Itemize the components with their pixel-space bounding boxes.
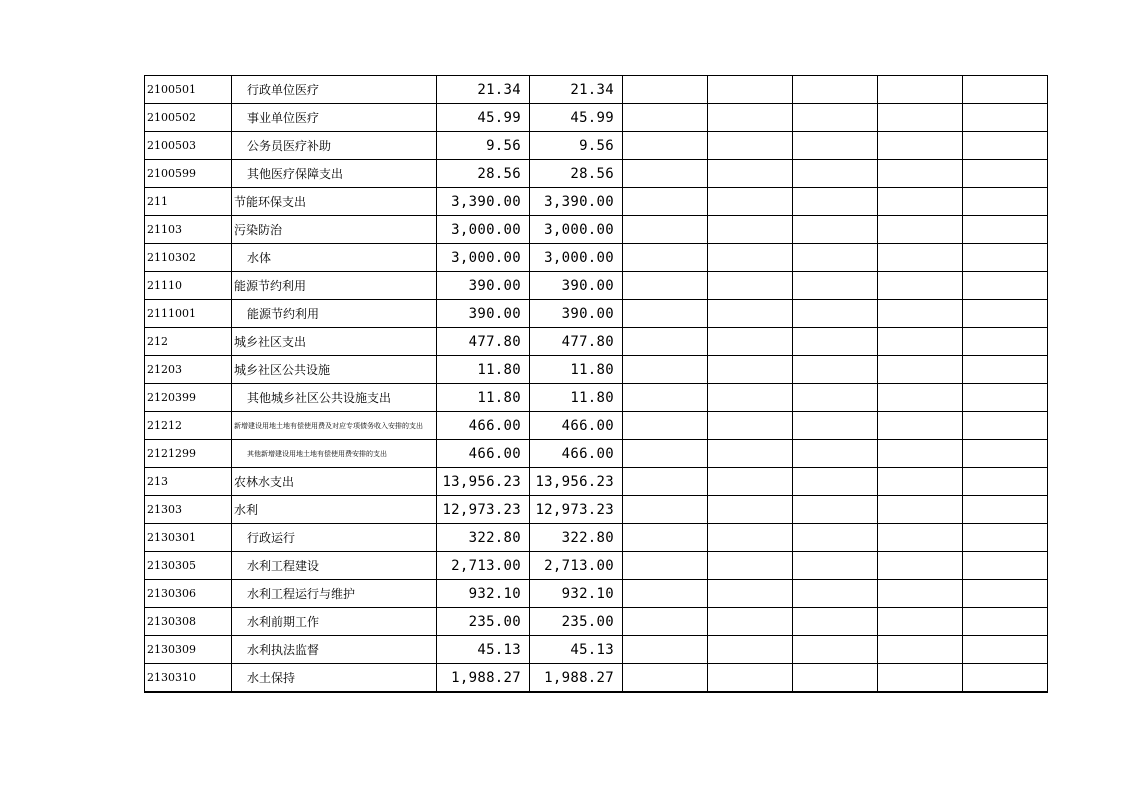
empty-cell (793, 384, 878, 412)
total-amount-cell: 2,713.00 (437, 552, 530, 580)
empty-cell (708, 412, 793, 440)
empty-cell (878, 384, 963, 412)
total-amount-cell: 13,956.23 (437, 468, 530, 496)
budget-table-body (145, 76, 1048, 693)
empty-cell (963, 496, 1048, 524)
empty-cell (708, 440, 793, 468)
table-row (145, 160, 1048, 188)
subject-name-cell: 其他医疗保障支出 (232, 160, 437, 188)
total-amount-cell: 932.10 (437, 580, 530, 608)
amount-cell: 12,973.23 (530, 496, 623, 524)
empty-cell (708, 300, 793, 328)
amount-cell: 3,000.00 (530, 244, 623, 272)
subject-name-cell: 农林水支出 (232, 468, 437, 496)
table-row (145, 552, 1048, 580)
empty-cell (878, 188, 963, 216)
subject-name-cell: 公务员医疗补助 (232, 132, 437, 160)
empty-cell (793, 440, 878, 468)
total-amount-cell: 477.80 (437, 328, 530, 356)
subject-name-cell: 水利 (232, 496, 437, 524)
total-amount-cell: 466.00 (437, 412, 530, 440)
table-row (145, 664, 1048, 693)
empty-cell (793, 468, 878, 496)
subject-name-cell: 节能环保支出 (232, 188, 437, 216)
empty-cell (793, 272, 878, 300)
subject-name-cell: 其他城乡社区公共设施支出 (232, 384, 437, 412)
empty-cell (793, 160, 878, 188)
empty-cell (878, 160, 963, 188)
subject-code-cell: 2100502 (145, 104, 232, 132)
empty-cell (708, 216, 793, 244)
table-row (145, 300, 1048, 328)
subject-code-cell: 2121299 (145, 440, 232, 468)
total-amount-cell: 3,390.00 (437, 188, 530, 216)
empty-cell (878, 580, 963, 608)
subject-code-cell: 211 (145, 188, 232, 216)
amount-cell: 28.56 (530, 160, 623, 188)
subject-code-cell: 2130309 (145, 636, 232, 664)
table-row (145, 188, 1048, 216)
empty-cell (623, 496, 708, 524)
empty-cell (963, 384, 1048, 412)
subject-code-cell: 2100599 (145, 160, 232, 188)
subject-code-cell: 2100501 (145, 76, 232, 104)
subject-name-cell: 城乡社区公共设施 (232, 356, 437, 384)
empty-cell (708, 160, 793, 188)
empty-cell (623, 272, 708, 300)
subject-name-cell: 水利工程运行与维护 (232, 580, 437, 608)
empty-cell (708, 552, 793, 580)
subject-name-cell: 能源节约利用 (232, 300, 437, 328)
table-row (145, 76, 1048, 104)
empty-cell (623, 216, 708, 244)
subject-name-cell: 行政单位医疗 (232, 76, 437, 104)
empty-cell (708, 188, 793, 216)
subject-code-cell: 21303 (145, 496, 232, 524)
amount-cell: 466.00 (530, 440, 623, 468)
subject-name-cell: 水土保持 (232, 664, 437, 693)
subject-code-cell: 213 (145, 468, 232, 496)
amount-cell: 390.00 (530, 272, 623, 300)
empty-cell (708, 384, 793, 412)
subject-code-cell: 2130310 (145, 664, 232, 693)
subject-name-cell: 水利工程建设 (232, 552, 437, 580)
empty-cell (878, 636, 963, 664)
empty-cell (963, 580, 1048, 608)
empty-cell (963, 272, 1048, 300)
empty-cell (623, 244, 708, 272)
subject-name-cell: 其他新增建设用地土地有偿使用费安排的支出 (232, 440, 437, 468)
amount-cell: 9.56 (530, 132, 623, 160)
empty-cell (793, 132, 878, 160)
empty-cell (878, 468, 963, 496)
subject-code-cell: 21103 (145, 216, 232, 244)
empty-cell (878, 76, 963, 104)
empty-cell (963, 216, 1048, 244)
subject-code-cell: 2130306 (145, 580, 232, 608)
empty-cell (708, 580, 793, 608)
subject-code-cell: 21212 (145, 412, 232, 440)
total-amount-cell: 3,000.00 (437, 216, 530, 244)
table-row (145, 356, 1048, 384)
empty-cell (623, 468, 708, 496)
empty-cell (878, 356, 963, 384)
empty-cell (623, 188, 708, 216)
empty-cell (963, 412, 1048, 440)
empty-cell (878, 272, 963, 300)
empty-cell (623, 104, 708, 132)
subject-name-cell: 新增建设用地土地有偿使用费及对应专项债务收入安排的支出 (232, 412, 437, 440)
subject-code-cell: 2130308 (145, 608, 232, 636)
empty-cell (623, 608, 708, 636)
empty-cell (708, 356, 793, 384)
amount-cell: 3,000.00 (530, 216, 623, 244)
subject-name-cell: 城乡社区支出 (232, 328, 437, 356)
empty-cell (623, 328, 708, 356)
empty-cell (793, 664, 878, 693)
empty-cell (793, 552, 878, 580)
empty-cell (793, 300, 878, 328)
amount-cell: 1,988.27 (530, 664, 623, 693)
empty-cell (623, 160, 708, 188)
amount-cell: 45.99 (530, 104, 623, 132)
amount-cell: 45.13 (530, 636, 623, 664)
empty-cell (623, 636, 708, 664)
empty-cell (793, 76, 878, 104)
amount-cell: 3,390.00 (530, 188, 623, 216)
table-row (145, 216, 1048, 244)
total-amount-cell: 11.80 (437, 384, 530, 412)
empty-cell (878, 244, 963, 272)
amount-cell: 11.80 (530, 356, 623, 384)
table-row (145, 272, 1048, 300)
empty-cell (963, 244, 1048, 272)
table-row (145, 468, 1048, 496)
empty-cell (623, 300, 708, 328)
empty-cell (878, 328, 963, 356)
table-row (145, 608, 1048, 636)
table-row (145, 244, 1048, 272)
amount-cell: 932.10 (530, 580, 623, 608)
subject-name-cell: 水利前期工作 (232, 608, 437, 636)
table-row (145, 132, 1048, 160)
total-amount-cell: 9.56 (437, 132, 530, 160)
empty-cell (878, 524, 963, 552)
empty-cell (878, 104, 963, 132)
empty-cell (878, 496, 963, 524)
empty-cell (793, 580, 878, 608)
table-row (145, 328, 1048, 356)
empty-cell (878, 300, 963, 328)
empty-cell (793, 608, 878, 636)
total-amount-cell: 28.56 (437, 160, 530, 188)
total-amount-cell: 390.00 (437, 300, 530, 328)
budget-table (144, 75, 1048, 693)
total-amount-cell: 466.00 (437, 440, 530, 468)
table-row (145, 496, 1048, 524)
empty-cell (623, 356, 708, 384)
empty-cell (708, 524, 793, 552)
empty-cell (963, 636, 1048, 664)
empty-cell (963, 440, 1048, 468)
subject-code-cell: 2100503 (145, 132, 232, 160)
empty-cell (963, 76, 1048, 104)
total-amount-cell: 11.80 (437, 356, 530, 384)
empty-cell (708, 608, 793, 636)
empty-cell (878, 216, 963, 244)
empty-cell (623, 76, 708, 104)
empty-cell (963, 552, 1048, 580)
empty-cell (878, 608, 963, 636)
empty-cell (963, 356, 1048, 384)
empty-cell (623, 412, 708, 440)
empty-cell (963, 608, 1048, 636)
total-amount-cell: 45.99 (437, 104, 530, 132)
subject-code-cell: 2110302 (145, 244, 232, 272)
empty-cell (708, 664, 793, 693)
amount-cell: 322.80 (530, 524, 623, 552)
amount-cell: 21.34 (530, 76, 623, 104)
empty-cell (963, 468, 1048, 496)
empty-cell (793, 244, 878, 272)
table-row (145, 636, 1048, 664)
table-row (145, 104, 1048, 132)
empty-cell (623, 664, 708, 693)
subject-code-cell: 21203 (145, 356, 232, 384)
subject-name-cell: 行政运行 (232, 524, 437, 552)
empty-cell (963, 328, 1048, 356)
empty-cell (623, 552, 708, 580)
total-amount-cell: 21.34 (437, 76, 530, 104)
empty-cell (963, 524, 1048, 552)
total-amount-cell: 12,973.23 (437, 496, 530, 524)
empty-cell (963, 132, 1048, 160)
empty-cell (878, 132, 963, 160)
empty-cell (793, 328, 878, 356)
empty-cell (793, 216, 878, 244)
empty-cell (878, 412, 963, 440)
empty-cell (793, 104, 878, 132)
table-row (145, 524, 1048, 552)
empty-cell (963, 160, 1048, 188)
total-amount-cell: 1,988.27 (437, 664, 530, 693)
empty-cell (963, 664, 1048, 693)
empty-cell (708, 468, 793, 496)
empty-cell (708, 328, 793, 356)
empty-cell (793, 636, 878, 664)
empty-cell (623, 580, 708, 608)
empty-cell (623, 132, 708, 160)
subject-code-cell: 21110 (145, 272, 232, 300)
subject-code-cell: 2130301 (145, 524, 232, 552)
subject-code-cell: 2120399 (145, 384, 232, 412)
total-amount-cell: 45.13 (437, 636, 530, 664)
empty-cell (623, 440, 708, 468)
table-row (145, 412, 1048, 440)
empty-cell (793, 188, 878, 216)
subject-name-cell: 污染防治 (232, 216, 437, 244)
empty-cell (708, 496, 793, 524)
empty-cell (793, 496, 878, 524)
total-amount-cell: 390.00 (437, 272, 530, 300)
table-row (145, 440, 1048, 468)
subject-name-cell: 能源节约利用 (232, 272, 437, 300)
empty-cell (708, 76, 793, 104)
empty-cell (963, 300, 1048, 328)
subject-code-cell: 2111001 (145, 300, 232, 328)
subject-name-cell: 水利执法监督 (232, 636, 437, 664)
empty-cell (878, 552, 963, 580)
empty-cell (793, 356, 878, 384)
subject-name-cell: 水体 (232, 244, 437, 272)
subject-name-cell: 事业单位医疗 (232, 104, 437, 132)
table-row (145, 384, 1048, 412)
amount-cell: 466.00 (530, 412, 623, 440)
empty-cell (963, 188, 1048, 216)
empty-cell (708, 244, 793, 272)
amount-cell: 11.80 (530, 384, 623, 412)
amount-cell: 13,956.23 (530, 468, 623, 496)
subject-code-cell: 212 (145, 328, 232, 356)
empty-cell (878, 440, 963, 468)
table-row (145, 580, 1048, 608)
total-amount-cell: 322.80 (437, 524, 530, 552)
amount-cell: 2,713.00 (530, 552, 623, 580)
total-amount-cell: 235.00 (437, 608, 530, 636)
subject-code-cell: 2130305 (145, 552, 232, 580)
empty-cell (623, 524, 708, 552)
empty-cell (793, 524, 878, 552)
empty-cell (793, 412, 878, 440)
empty-cell (708, 132, 793, 160)
empty-cell (708, 272, 793, 300)
empty-cell (623, 384, 708, 412)
empty-cell (708, 636, 793, 664)
amount-cell: 235.00 (530, 608, 623, 636)
amount-cell: 390.00 (530, 300, 623, 328)
amount-cell: 477.80 (530, 328, 623, 356)
total-amount-cell: 3,000.00 (437, 244, 530, 272)
empty-cell (963, 104, 1048, 132)
empty-cell (878, 664, 963, 693)
empty-cell (708, 104, 793, 132)
